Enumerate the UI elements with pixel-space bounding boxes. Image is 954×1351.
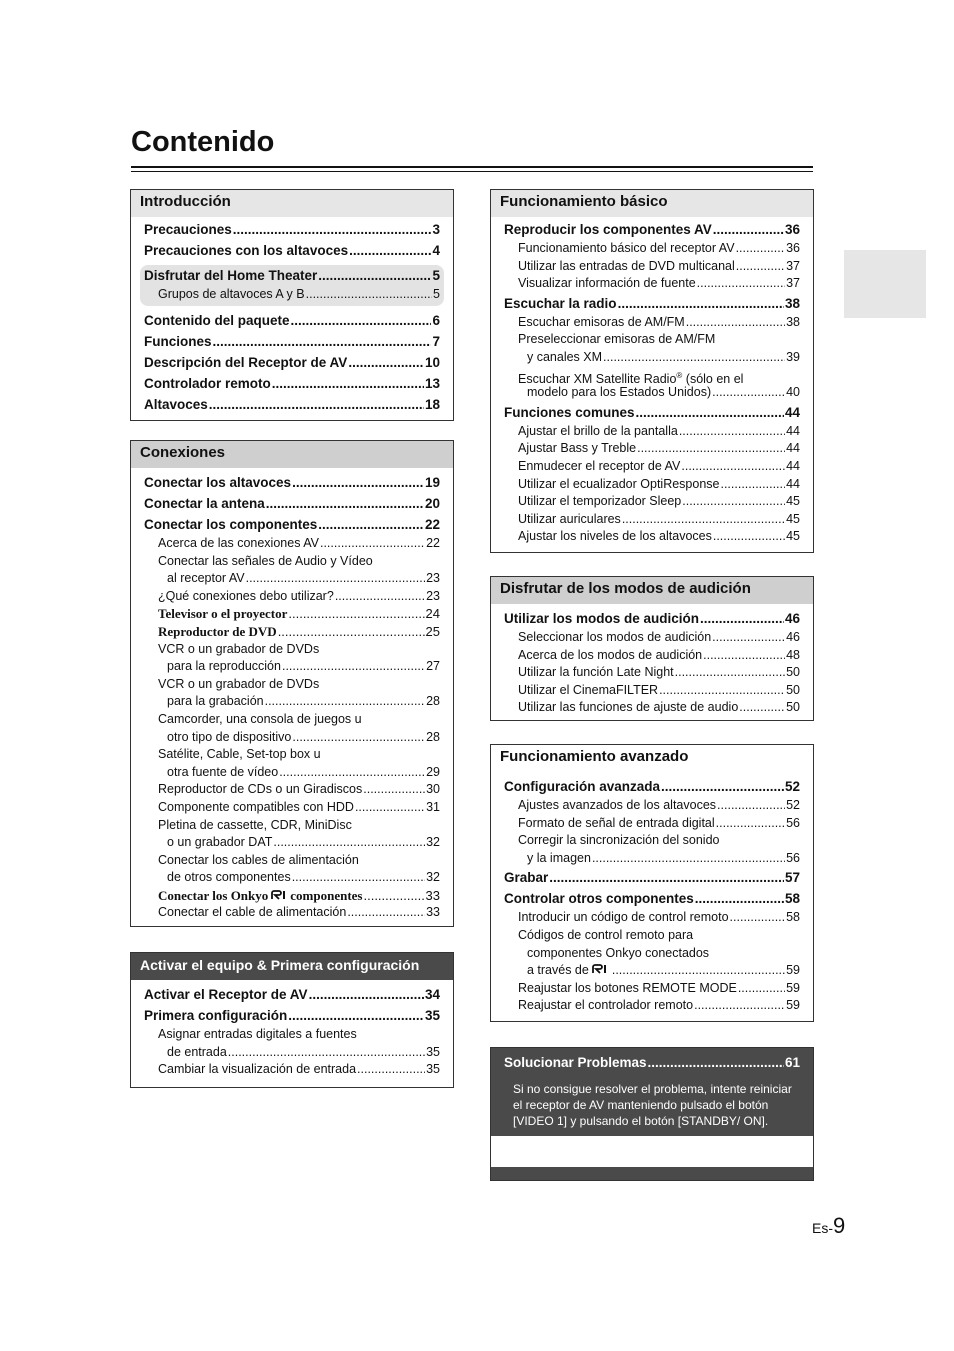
toc-subentry[interactable]: Introducir un código de control remoto ..... 58 <box>504 909 800 927</box>
toc-subentry[interactable]: para la reproducción ..... 27 <box>144 658 440 676</box>
section-header: Funcionamiento básico <box>491 190 813 217</box>
highlighted-group <box>140 265 444 306</box>
toc-subentry[interactable]: Reajustar el controlador remoto ..... 59 <box>504 997 800 1015</box>
toc-subentry[interactable]: Utilizar la función Late Night ..... 50 <box>504 664 800 682</box>
toc-subentry[interactable]: Utilizar las entradas de DVD multicanal ..... 37 <box>504 258 800 276</box>
toc-subentry[interactable]: Grupos de altavoces A y B ..... 5 <box>144 286 440 304</box>
section-header: Conexiones <box>131 441 453 468</box>
toc-entry[interactable]: Conectar los componentes ..... 22 <box>144 514 440 535</box>
toc-subentry[interactable]: Reproductor de CDs o un Giradiscos ..... 30 <box>144 781 440 799</box>
section-basico <box>490 189 814 553</box>
section-header: Funcionamiento avanzado <box>491 745 813 772</box>
toc-subentry-line: Asignar entradas digitales a fuentes <box>158 1027 357 1041</box>
page-number: Es-9 <box>812 1213 846 1238</box>
toc-subentry[interactable]: Funcionamiento básico del receptor AV ..... 36 <box>504 240 800 258</box>
toc-entry[interactable]: Conectar los altavoces ..... 19 <box>144 472 440 493</box>
toc-subentry[interactable]: Seleccionar los modos de audición ..... 46 <box>504 629 800 647</box>
toc-subentry-line: componentes Onkyo conectados <box>527 945 710 960</box>
toc-entry[interactable]: Primera configuración ..... 35 <box>144 1005 440 1026</box>
toc-entry[interactable]: Conectar la antena ..... 20 <box>144 493 440 514</box>
toc-subentry[interactable]: otra fuente de vídeo ..... 29 <box>144 764 440 782</box>
toc-subentry[interactable]: Reajustar los botones REMOTE MODE ..... 59 <box>504 980 800 998</box>
toc-entry[interactable]: Contenido del paquete ..... 6 <box>144 310 440 331</box>
toc-subentry[interactable]: o un grabador DAT ..... 32 <box>144 834 440 852</box>
toc-subentry[interactable]: Componente compatibles con HDD ..... 31 <box>144 799 440 817</box>
toc-entry[interactable]: Controlador remoto ..... 13 <box>144 373 440 394</box>
toc-subentry[interactable]: modelo para los Estados Unidos) ..... 40 <box>504 384 800 402</box>
section-activar <box>130 952 454 1088</box>
section-problemas <box>490 1047 814 1181</box>
section-avanzado <box>490 744 814 1022</box>
toc-entry[interactable]: Configuración avanzada ..... 52 <box>504 776 800 797</box>
ri-icon <box>271 887 287 897</box>
toc-subentry-line: VCR o un grabador de DVDs <box>158 641 320 656</box>
toc-entry[interactable]: Descripción del Receptor de AV ..... 10 <box>144 352 440 373</box>
toc-entry[interactable]: Disfrutar del Home Theater ..... 5 <box>144 265 440 286</box>
specs-area <box>491 1136 813 1167</box>
toc-subentry[interactable]: Conectar el cable de alimentación ..... 33 <box>144 904 440 922</box>
toc-entry[interactable]: Solucionar Problemas ..... 61 <box>504 1052 800 1073</box>
toc-subentry[interactable]: de otros componentes ..... 32 <box>144 869 440 887</box>
troubleshooting-note: Si no consigue resolver el problema, intente reiniciar el receptor de AV manteniendo pulsado el botón [VIDEO 1] y pulsando el botón [STANDBY/ ON]. <box>513 1082 792 1128</box>
chapter-tab <box>844 250 926 318</box>
toc-subentry[interactable]: otro tipo de dispositivo ..... 28 <box>144 729 440 747</box>
toc-entry[interactable]: Activar el Receptor de AV ..... 34 <box>144 984 440 1005</box>
toc-subentry-line: Satélite, Cable, Set-top box u <box>158 747 321 762</box>
toc-subentry[interactable]: Acerca de las conexiones AV ..... 22 <box>144 535 440 553</box>
toc-subentry[interactable]: Reproductor de DVD ..... 25 <box>144 623 440 641</box>
toc-subentry[interactable]: Conectar los Onkyo componentes ..... 33 <box>144 887 440 905</box>
toc-subentry-line: Preseleccionar emisoras de AM/FM <box>518 332 716 347</box>
title-rule-thin <box>131 171 813 172</box>
toc-entry[interactable]: Grabar ..... 57 <box>504 867 800 888</box>
toc-subentry[interactable]: ¿Qué conexiones debo utilizar? ..... 23 <box>144 588 440 606</box>
toc-subentry[interactable]: Cambiar la visualización de entrada ..... 35 <box>144 1061 440 1079</box>
toc-subentry-line: Camcorder, una consola de juegos u <box>158 711 362 726</box>
toc-entry[interactable]: Reproducir los componentes AV ..... 36 <box>504 219 800 240</box>
toc-subentry-line: Conectar los cables de alimentación <box>158 852 359 867</box>
ri-icon <box>592 962 608 972</box>
page-title: Contenido <box>131 126 275 158</box>
section-introduccion <box>130 189 454 421</box>
section-header: Introducción <box>131 190 453 217</box>
toc-subentry[interactable]: y canales XM ..... 39 <box>504 349 800 367</box>
toc-subentry[interactable]: Utilizar auriculares ..... 45 <box>504 511 800 529</box>
toc-subentry[interactable]: Televisor o el proyector ..... 24 <box>144 605 440 623</box>
toc-entry[interactable]: Precauciones ..... 3 <box>144 219 440 240</box>
section-header: Disfrutar de los modos de audición <box>491 577 813 604</box>
toc-subentry[interactable]: Visualizar información de fuente ..... 37 <box>504 275 800 293</box>
toc-subentry-line: Pletina de cassette, CDR, MiniDisc <box>158 817 352 832</box>
toc-subentry[interactable]: Utilizar el CinemaFILTER ..... 50 <box>504 682 800 700</box>
toc-subentry[interactable]: para la grabación ..... 28 <box>144 693 440 711</box>
toc-entry[interactable]: Funciones comunes ..... 44 <box>504 402 800 423</box>
toc-subentry-line: Escuchar XM Satellite Radio® (sólo en el <box>518 370 744 386</box>
section-audicion <box>490 576 814 721</box>
toc-subentry[interactable]: Ajustar Bass y Treble ..... 44 <box>504 440 800 458</box>
section-header: Activar el equipo & Primera configuración <box>131 953 453 980</box>
toc-subentry[interactable]: Utilizar las funciones de ajuste de audio ..... 50 <box>504 699 800 717</box>
toc-entry[interactable]: Altavoces ..... 18 <box>144 394 440 415</box>
toc-subentry[interactable]: al receptor AV ..... 23 <box>144 570 440 588</box>
toc-subentry-line: Códigos de control remoto para <box>518 927 694 942</box>
toc-subentry[interactable]: Ajustar los niveles de los altavoces ..... 45 <box>504 528 800 546</box>
toc-subentry-line: Corregir la sincronización del sonido <box>518 833 720 848</box>
toc-entry[interactable]: Controlar otros componentes ..... 58 <box>504 888 800 909</box>
toc-subentry[interactable]: Acerca de los modos de audición ..... 48 <box>504 647 800 665</box>
toc-subentry[interactable]: y la imagen ..... 56 <box>504 850 800 868</box>
toc-subentry[interactable]: Formato de señal de entrada digital ..... 56 <box>504 815 800 833</box>
toc-subentry[interactable]: Utilizar el temporizador Sleep ..... 45 <box>504 493 800 511</box>
toc-subentry[interactable]: Ajustes avanzados de los altavoces ..... 52 <box>504 797 800 815</box>
toc-entry[interactable]: Utilizar los modos de audición ..... 46 <box>504 608 800 629</box>
toc-entry[interactable]: Precauciones con los altavoces ..... 4 <box>144 240 440 261</box>
toc-subentry[interactable]: Ajustar el brillo de la pantalla ..... 44 <box>504 423 800 441</box>
toc-entry[interactable]: Funciones ..... 7 <box>144 331 440 352</box>
toc-subentry[interactable]: de entrada ..... 35 <box>144 1044 440 1062</box>
toc-entry[interactable]: Escuchar la radio ..... 38 <box>504 293 800 314</box>
toc-subentry[interactable]: Escuchar emisoras de AM/FM ..... 38 <box>504 314 800 332</box>
toc-entry[interactable]: Especificaciones ..... 65 <box>504 1140 800 1161</box>
toc-subentry[interactable]: Enmudecer el receptor de AV ..... 44 <box>504 458 800 476</box>
toc-subentry-line: VCR o un grabador de DVDs <box>158 676 320 691</box>
title-rule <box>131 166 813 168</box>
toc-subentry[interactable]: Utilizar el ecualizador OptiResponse ..... 44 <box>504 476 800 494</box>
toc-subentry[interactable]: a través de ..... 59 <box>504 962 800 980</box>
section-conexiones <box>130 440 454 927</box>
toc-subentry-line: Conectar las señales de Audio y Vídeo <box>158 553 373 568</box>
